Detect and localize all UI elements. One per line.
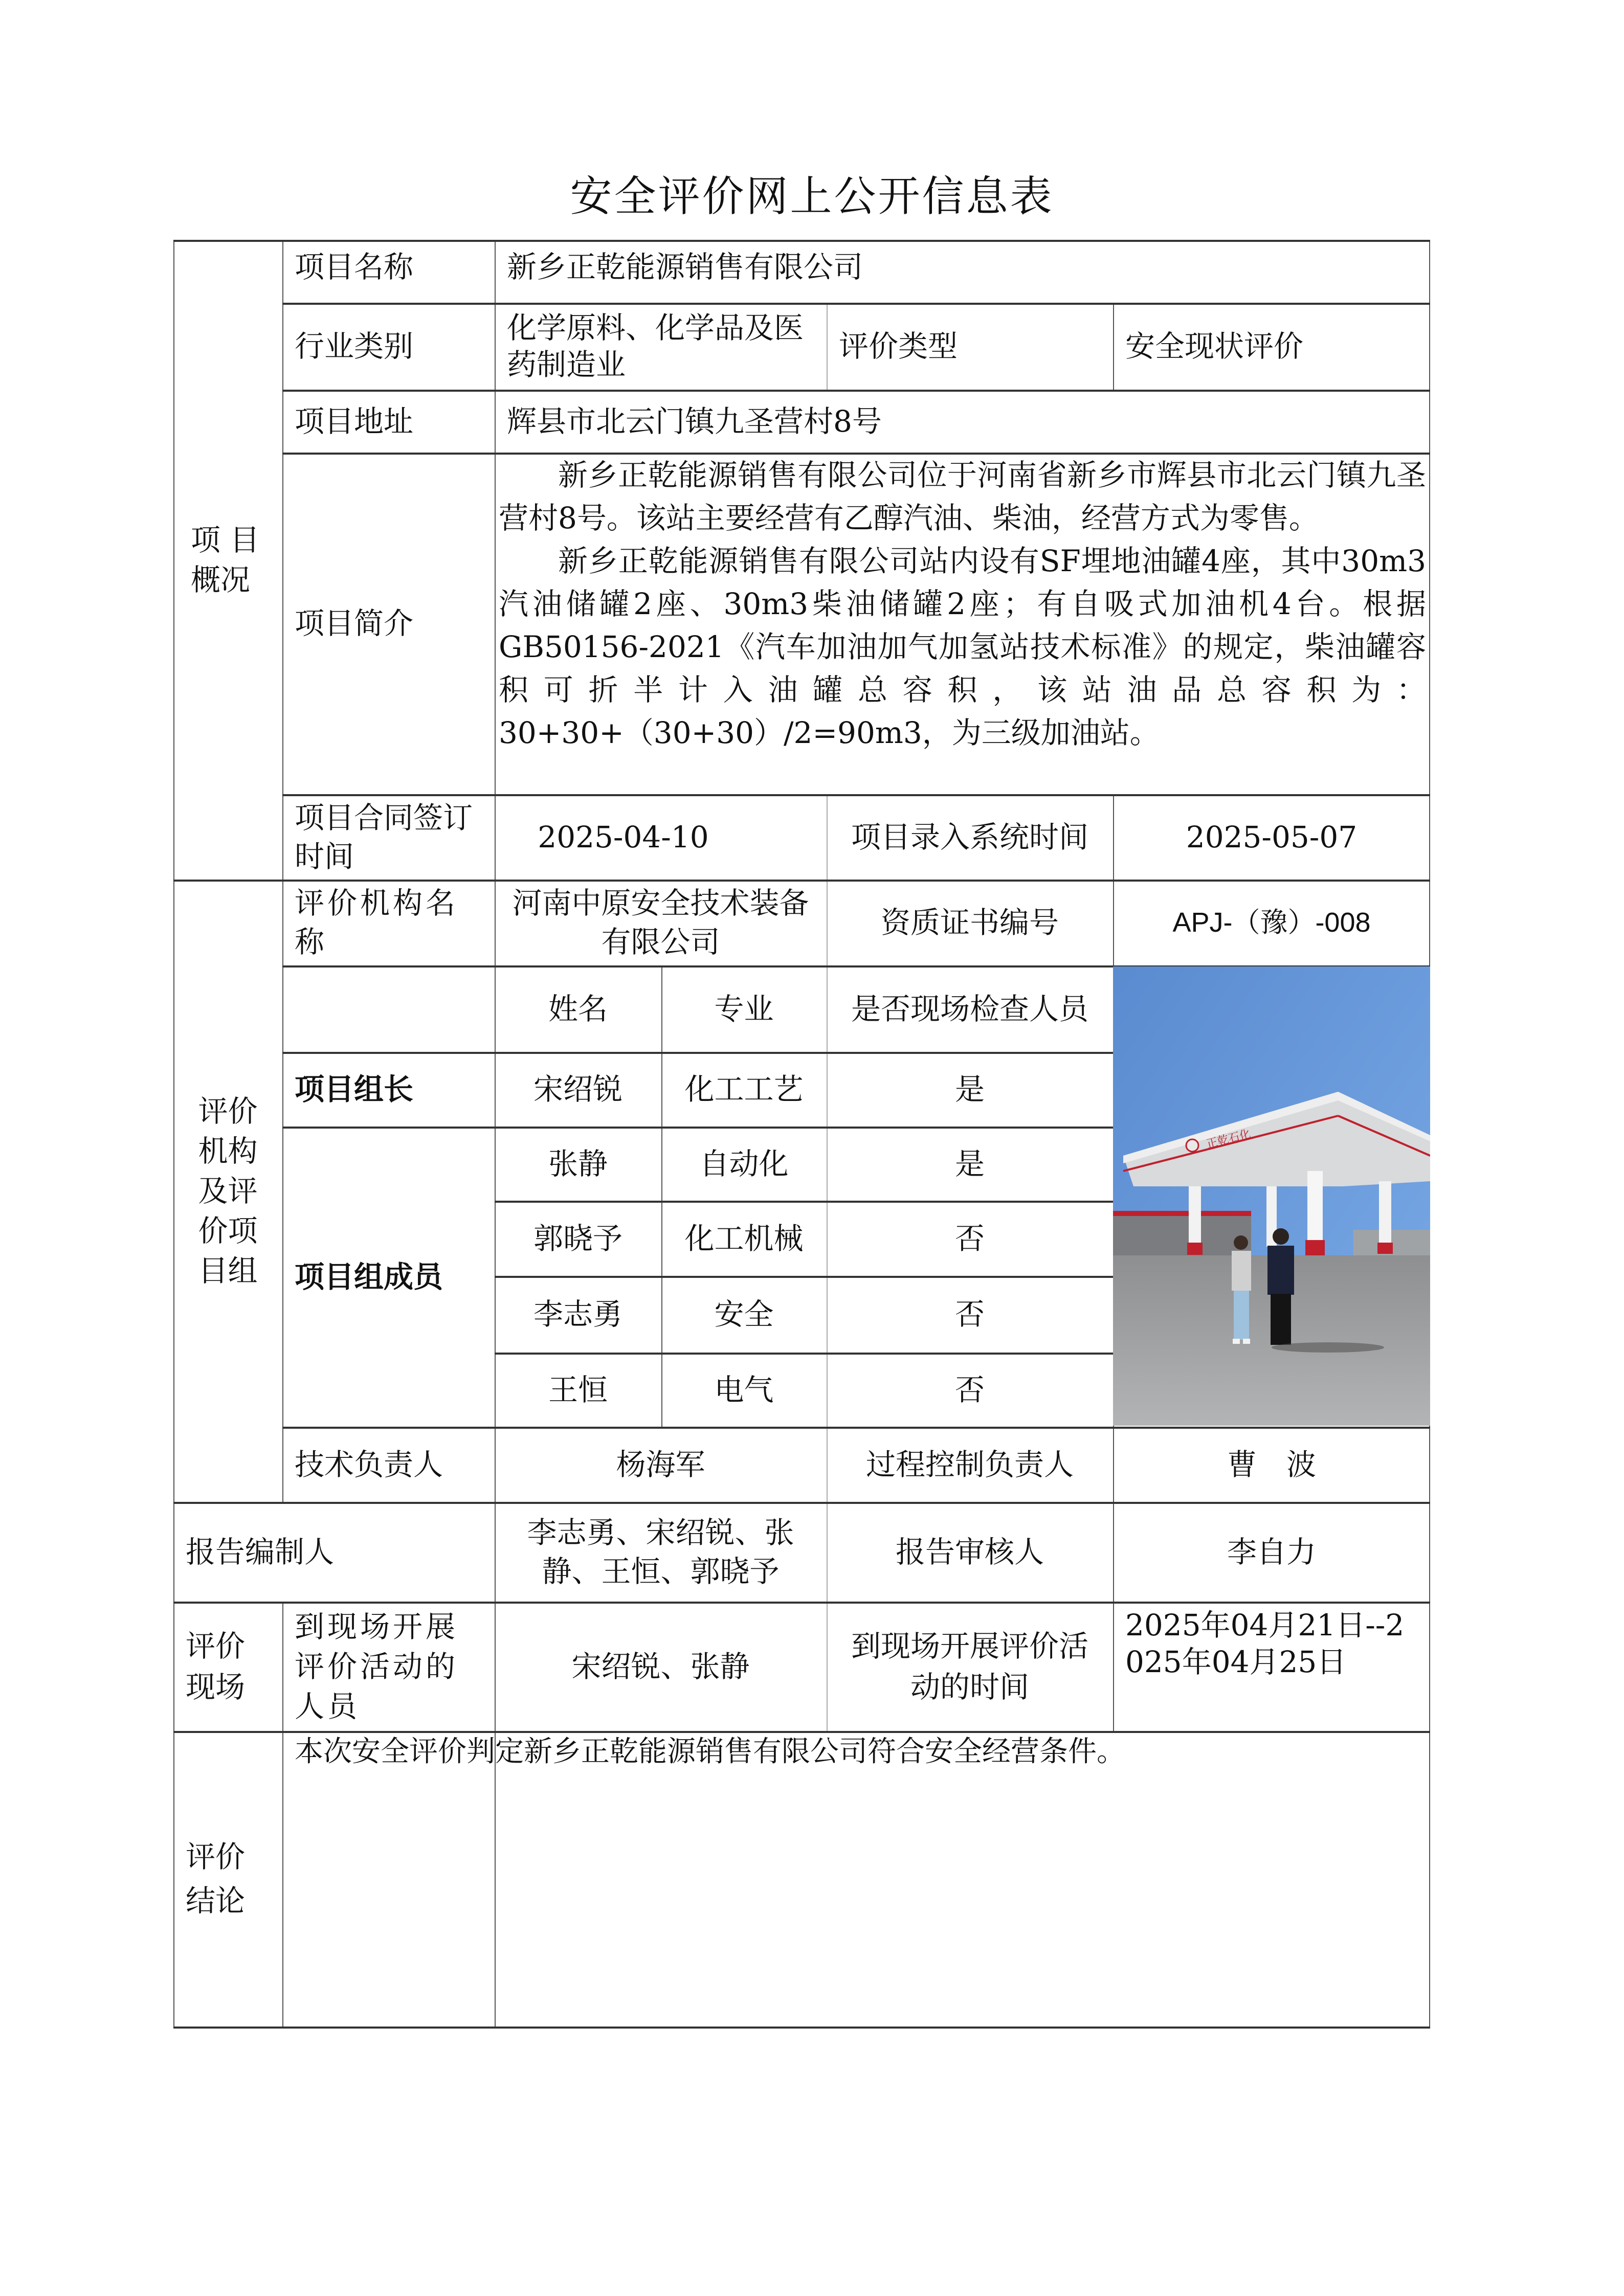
person-man [1267,1228,1294,1345]
industry-value: 化学原料、化学品及医药制造业 [507,310,804,382]
building [1113,1214,1251,1255]
member-name: 王恒 [548,1372,608,1407]
table-border-bottom [173,2027,1430,2029]
industry-label: 行业类别 [295,329,414,364]
agency-name-value: 河南中原安全技术装备有限公司 [512,886,809,959]
intro-paragraph-2: 新乡正乾能源销售有限公司站内设有SF埋地油罐4座，其中30m3汽油储罐2座、30m3柴油储罐2座；有自吸式加油机4台。根据GB50156-2021《汽车加油加气加氢站技术标准》的规定，柴油罐容积可折半计入油罐总容积，该站油品总容积为：30+30+（30+30）/2=90m3，为三级加油站。 [499,544,1426,750]
members-label: 项目组成员 [295,1259,443,1294]
site-photo [1113,966,1430,1426]
gas-station-photo [1113,966,1430,1426]
eval-type-value: 安全现状评价 [1125,329,1304,364]
site-people-label: 到现场开展评价活动的人员 [295,1609,459,1724]
col-header-major: 专业 [714,991,774,1026]
leader-name: 宋绍锐 [533,1072,622,1107]
leader-onsite: 是 [954,1072,985,1107]
site-people-value: 宋绍锐、张静 [571,1649,750,1684]
member-onsite: 否 [954,1297,985,1332]
report-authors-value: 李志勇、宋绍锐、张静、王恒、郭晓予 [527,1515,794,1589]
agency-name-label: 评价机构名称 [295,886,459,959]
intro-label: 项目简介 [295,606,414,641]
member-name: 张静 [548,1146,608,1181]
page-title: 安全评价网上公开信息表 [570,172,1054,221]
agency-section-label: 评价机构及评价项目组 [198,1093,258,1288]
cert-label: 资质证书编号 [880,905,1059,940]
report-reviewer-value: 李自力 [1227,1534,1316,1569]
member-name: 郭晓予 [533,1221,622,1256]
contract-date-label: 项目合同签订时间 [295,800,473,874]
cert-value: APJ-（豫）-008 [1172,907,1371,938]
leader-label: 项目组长 [295,1072,414,1107]
person-woman [1232,1235,1251,1344]
tech-lead-value: 杨海军 [616,1447,705,1482]
report-author-label: 报告编制人 [186,1534,335,1569]
site-time-value: 2025年04月21日--2025年04月25日 [1125,1608,1405,1679]
intro-value [495,453,1430,794]
shadow [1272,1342,1384,1353]
conclusion-section-label: 评价 结论 [186,1839,246,1918]
col-header-name: 姓名 [548,991,608,1026]
col-header-onsite: 是否现场检查人员 [851,991,1088,1026]
canopy-sign: 正乾石化 [1205,1128,1252,1151]
project-name-value: 新乡正乾能源销售有限公司 [507,250,863,284]
overview-section-label: 项 目 概况 [191,522,260,597]
pillar [1379,1181,1391,1253]
report-reviewer-label: 报告审核人 [895,1534,1044,1569]
address-label: 项目地址 [295,403,414,439]
site-section-label: 评价 现场 [186,1628,246,1704]
member-major: 自动化 [699,1146,789,1181]
eval-type-label: 评价类型 [839,329,958,364]
member-major: 化工机械 [684,1221,804,1256]
leader-major: 化工工艺 [684,1072,804,1107]
project-name-label: 项目名称 [295,250,414,284]
address-value: 辉县市北云门镇九圣营村8号 [507,403,882,439]
member-major: 安全 [714,1297,774,1332]
member-onsite: 否 [954,1221,985,1256]
contract-date-value: 2025-04-10 [538,819,709,854]
conclusion-text: 本次安全评价判定新乡正乾能源销售有限公司符合安全经营条件。 [295,1735,1125,1768]
process-lead-value: 曹 波 [1227,1447,1316,1482]
process-lead-label: 过程控制负责人 [865,1447,1074,1482]
member-onsite: 否 [954,1372,985,1407]
member-onsite: 是 [954,1146,985,1181]
site-time-label: 到现场开展评价活动的时间 [851,1628,1088,1704]
entry-date-label: 项目录入系统时间 [851,819,1088,854]
member-name: 李志勇 [533,1297,622,1332]
entry-date-value: 2025-05-07 [1186,819,1358,854]
intro-paragraph-1: 新乡正乾能源销售有限公司位于河南省新乡市辉县市北云门镇九圣营村8号。该站主要经营有乙醇汽油、柴油，经营方式为零售。 [499,458,1426,535]
tech-lead-label: 技术负责人 [295,1447,443,1482]
member-major: 电气 [714,1372,774,1407]
brand-logo-icon [1186,1139,1198,1152]
